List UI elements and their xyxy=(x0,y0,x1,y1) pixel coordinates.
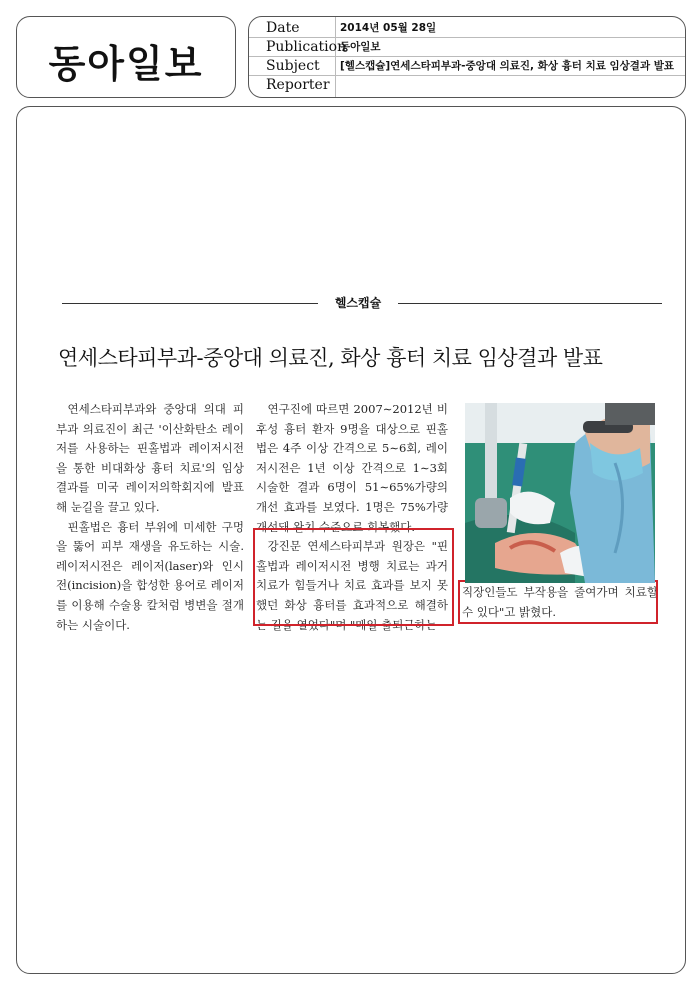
metadata-row-subject xyxy=(249,57,685,75)
section-rule-right xyxy=(398,303,662,304)
body-paragraph: 연세스타피부과와 중앙대 의대 피부과 의료진이 최근 '이산화탄소 레이저를 사용하는 핀홀법과 레이저시전을 통한 비대화상 흉터 치료'의 임상결과를 미국 레이저의학회지에 발표해 눈길을 끌고 있다. xyxy=(56,402,244,514)
body-paragraph: 강진문 연세스타피부과 원장은 "핀홀법과 레이저시전 병행 치료는 과거 치료가 힘들거나 치료 효과를 보지 못했던 화상 흉터를 효과적으로 해결하는 길을 열었다"며 "매일 출퇴근하는 xyxy=(256,539,448,632)
procedure-photo xyxy=(465,403,655,583)
metadata-row-reporter xyxy=(249,76,685,94)
metadata-row-date xyxy=(249,19,685,37)
masthead-logo-box xyxy=(16,16,236,98)
body-paragraph: 핀홀법은 흉터 부위에 미세한 구멍을 뚫어 피부 재생을 유도하는 시술. 레이저시전은 레이저(laser)와 인시전(incision)을 합성한 용어로 레이저를 이용해 수술용 칼처럼 병변을 절개하는 시술이다. xyxy=(56,519,244,632)
section-rule-left xyxy=(62,303,318,304)
article-headline: 연세스타피부과-중앙대 의료진, 화상 흉터 치료 임상결과 발표 xyxy=(58,346,603,370)
publication-label: Publication xyxy=(266,39,347,55)
section-label: 헬스캡슐 xyxy=(334,296,382,310)
newspaper-logo: 동아일보 xyxy=(48,42,204,86)
body-paragraph: 연구진에 따르면 2007∼2012년 비후성 흉터 환자 9명을 대상으로 핀홀법은 4주 이상 간격으로 5∼6회, 레이저시전은 1년 이상 간격으로 1∼3회 시술한 결과 6명이 51∼65%가량의 개선 효과를 보였다. 1명은 75%가량 개선돼 완치 수준으로 회복했다. xyxy=(256,402,448,534)
metadata-row-publication xyxy=(249,38,685,56)
reporter-label: Reporter xyxy=(266,77,330,93)
article-column-1 xyxy=(56,400,244,635)
article-metadata-box xyxy=(248,16,686,98)
quote-highlight-box xyxy=(253,528,454,626)
date-label: Date xyxy=(266,20,300,36)
publication-value: 동아일보 xyxy=(340,41,381,53)
subject-value: [헬스캡슐]연세스타피부과-중앙대 의료진, 화상 흉터 치료 임상결과 발표 xyxy=(340,60,675,72)
date-value: 2014년 05월 28일 xyxy=(340,22,437,34)
body-paragraph: 직장인들도 부작용을 줄여가며 치료할 수 있다"고 밝혔다. xyxy=(462,585,658,619)
subject-label: Subject xyxy=(266,58,320,74)
quote-highlight-box xyxy=(458,580,658,624)
